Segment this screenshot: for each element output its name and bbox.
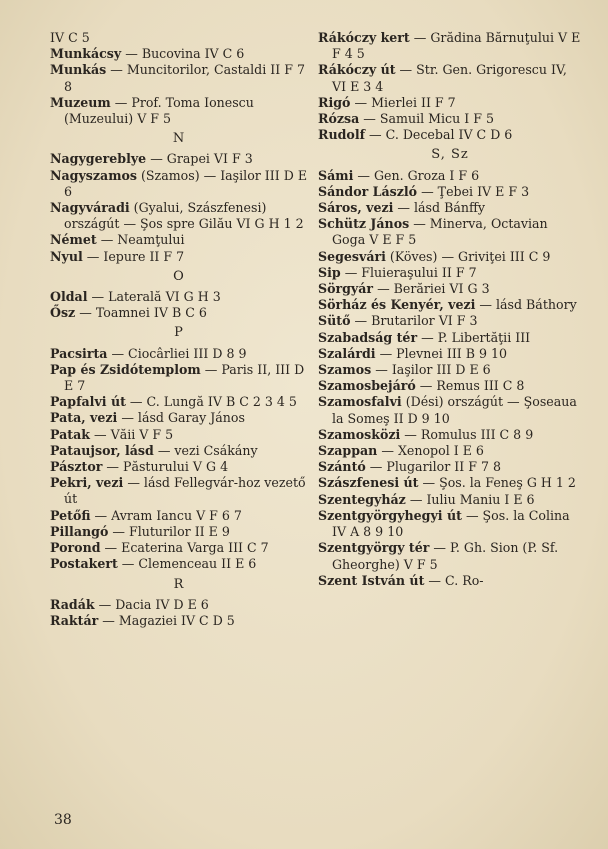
street-name-hungarian: Raktár (50, 612, 99, 628)
street-name-romanian-and-grid: — Toamnei IV B C 6 (75, 305, 207, 321)
street-name-romanian-and-grid: — Brutarilor VI F 3 (350, 313, 478, 329)
street-name-romanian-and-grid: — Ţebei IV E F 3 (417, 183, 530, 199)
street-entry (50, 362, 308, 394)
section-letter: N (172, 131, 186, 147)
street-entry (50, 597, 308, 613)
street-entry (50, 524, 308, 540)
street-name-romanian-and-grid: — P. Gh. Sion (P. Sf. Gheorghe) V F 5 (332, 540, 559, 572)
section-letter: S, Sz (431, 147, 469, 163)
street-entry (50, 556, 308, 572)
street-entry (318, 297, 582, 313)
street-entry (318, 346, 582, 362)
street-name-romanian-and-grid: (Gyalui, Szászfenesi) országút — Şos spre Gilău VI G H 1 2 (64, 200, 304, 232)
street-name-romanian-and-grid: — lásd Bánffy (393, 200, 486, 216)
street-name-hungarian: Szamosfalvi (318, 394, 402, 410)
street-name-hungarian: Szent István út (318, 572, 425, 588)
street-entry (318, 330, 582, 346)
street-name-romanian-and-grid: — Minerva, Octavian Goga V E F 5 (332, 216, 548, 248)
street-name-hungarian: Rózsa (318, 111, 360, 127)
street-name-romanian-and-grid: — Plevnei III B 9 10 (375, 345, 508, 361)
street-name-hungarian: Sándor László (318, 183, 418, 199)
street-name-hungarian: Szamosközi (318, 426, 401, 442)
street-name-hungarian: Papfalvi út (50, 394, 126, 410)
street-name-romanian-and-grid: — Fluieraşului II F 7 (340, 264, 477, 280)
street-name-romanian-and-grid: — Paris II, III D E 7 (64, 361, 305, 394)
street-name-hungarian: Radák (50, 596, 95, 612)
street-name-romanian-and-grid: — Fluturilor II E 9 (108, 523, 230, 539)
street-name-romanian-and-grid: (Szamos) — Iaşilor III D E 6 (64, 167, 308, 199)
street-entry (318, 313, 582, 329)
street-name-hungarian: Szamos (318, 362, 372, 378)
street-name-romanian-and-grid: — C. Ro- (424, 572, 484, 588)
street-entry (318, 475, 582, 491)
street-name-hungarian: Rudolf (318, 127, 366, 143)
street-entry (50, 459, 308, 475)
street-name-romanian-and-grid: — Mierlei II F 7 (350, 94, 456, 110)
street-name-hungarian: Sáros, vezi (318, 200, 394, 216)
street-name-hungarian: Nagygereblye (50, 151, 147, 167)
street-entry (318, 62, 582, 94)
street-name-romanian-and-grid: — Plugarilor II F 7 8 (365, 459, 501, 475)
street-entry (50, 46, 308, 62)
street-name-romanian-and-grid: — Samuil Micu I F 5 (359, 111, 494, 127)
section-letter: P (174, 325, 184, 341)
street-name-romanian-and-grid: — Ciocârliei III D 8 9 (107, 345, 247, 361)
street-entry (318, 378, 582, 394)
street-entry (318, 249, 582, 265)
street-entry (318, 508, 582, 540)
street-entry (50, 394, 308, 410)
street-name-romanian-and-grid: — vezi Csákány (153, 442, 258, 458)
street-name-romanian-and-grid: — Păsturului V G 4 (102, 459, 229, 475)
street-entry (318, 30, 582, 62)
street-name-hungarian: Munkácsy (50, 46, 122, 62)
street-name-hungarian: Pap és Zsidótemplom (50, 361, 201, 377)
street-name-hungarian: Rigó (318, 94, 351, 110)
street-name-hungarian: Pillangó (50, 523, 109, 539)
street-name-hungarian: Segesvári (318, 248, 386, 264)
street-name-romanian-and-grid: — Avram Iancu V F 6 7 (90, 507, 242, 523)
street-entry (318, 281, 582, 297)
street-entry (318, 95, 582, 111)
street-name-hungarian: Pacsirta (50, 345, 108, 361)
street-entry (318, 540, 582, 572)
street-name-romanian-and-grid: — Str. Gen. Grigorescu IV, VI E 3 4 (332, 62, 567, 94)
street-entry (50, 427, 308, 443)
street-name-romanian-and-grid: — Remus III C 8 (415, 378, 525, 394)
street-entry (50, 613, 308, 629)
street-name-hungarian: Postakert (50, 556, 118, 572)
section-letter: O (173, 268, 185, 284)
street-name-hungarian: Sütő (318, 313, 351, 329)
street-entry (318, 492, 582, 508)
street-entry (318, 184, 582, 200)
street-name-romanian-and-grid: — Bucovina IV C 6 (121, 46, 245, 62)
street-name-hungarian: Muzeum (50, 94, 111, 110)
street-name-hungarian: Ősz (50, 305, 76, 321)
street-name-romanian-and-grid: — Laterală VI G H 3 (87, 289, 221, 305)
street-name-hungarian: Sámi (318, 167, 354, 183)
street-entry (318, 362, 582, 378)
street-entry (50, 232, 308, 248)
street-name-hungarian: Szabadság tér (318, 329, 418, 345)
street-name-hungarian: Szászfenesi út (318, 475, 419, 491)
street-name-hungarian: Szamosbejáró (318, 378, 416, 394)
street-name-hungarian: Szappan (318, 443, 378, 459)
street-name-hungarian: Rákóczy kert (318, 30, 410, 45)
street-name-romanian-and-grid: — Prof. Toma Ionescu (Muzeului) V F 5 (64, 94, 254, 127)
street-entry (50, 95, 308, 127)
street-entry (50, 305, 308, 321)
street-entry (50, 30, 308, 46)
street-entry (318, 127, 582, 143)
street-name-romanian-and-grid: — Clemenceau II E 6 (117, 556, 257, 572)
street-name-hungarian: Patak (50, 426, 90, 442)
street-name-hungarian: Pásztor (50, 459, 103, 475)
street-name-romanian-and-grid: — P. Libertăţii III (417, 329, 531, 345)
street-name-romanian-and-grid: — lásd Fellegvár-hoz vezető út (64, 475, 306, 507)
street-name-hungarian: Nagyváradi (50, 200, 130, 216)
street-entry (318, 459, 582, 475)
street-name-hungarian: Porond (50, 540, 101, 556)
street-entry (50, 200, 308, 232)
street-entry (50, 62, 308, 94)
street-entry (50, 249, 308, 265)
street-name-romanian-and-grid: — Ecaterina Varga III C 7 (100, 540, 269, 556)
street-entry (50, 168, 308, 200)
street-name-romanian-and-grid: — Berăriei VI G 3 (373, 281, 490, 297)
street-name-romanian-and-grid: — Grapei VI F 3 (146, 151, 253, 167)
street-name-hungarian: Nyul (50, 248, 83, 264)
street-name-romanian-and-grid: — Şos. la Colina IV A 8 9 10 (332, 507, 570, 540)
street-name-hungarian: Szentegyház (318, 491, 406, 507)
street-entry (318, 265, 582, 281)
street-name-hungarian: Schütz János (318, 216, 410, 232)
street-entry (318, 443, 582, 459)
street-entry (318, 200, 582, 216)
street-name-romanian-and-grid: — Muncitorilor, Castaldi II F 7 8 (64, 62, 305, 94)
street-entry (50, 508, 308, 524)
street-name-romanian-and-grid: IV C 5 (50, 30, 90, 45)
street-name-romanian-and-grid: — Gen. Groza I F 6 (353, 167, 480, 183)
street-name-hungarian: Pataujsor, lásd (50, 442, 154, 458)
street-name-romanian-and-grid: (Köves) — Griviţei III C 9 (385, 248, 551, 264)
street-entry (318, 168, 582, 184)
street-name-hungarian: Nagyszamos (50, 167, 138, 183)
street-entry (318, 394, 582, 426)
street-name-romanian-and-grid: (Dési) országút — Şoseaua la Someş II D 9 10 (332, 394, 577, 426)
street-entry (50, 289, 308, 305)
street-name-hungarian: Petőfi (50, 507, 91, 523)
street-name-hungarian: Sip (318, 264, 341, 280)
street-name-hungarian: Szentgyörgyhegyi út (318, 507, 462, 523)
street-name-hungarian: Rákóczy út (318, 62, 396, 78)
street-name-romanian-and-grid: — C. Decebal IV C D 6 (365, 127, 513, 143)
street-entry (318, 216, 582, 248)
section-letter: R (173, 576, 185, 592)
left-column (50, 30, 308, 629)
street-entry (50, 475, 308, 507)
street-name-romanian-and-grid: — Xenopol I E 6 (377, 443, 484, 459)
street-name-romanian-and-grid: — lásd Báthory (475, 297, 577, 313)
street-name-romanian-and-grid: — Neamţului (96, 232, 185, 248)
street-name-romanian-and-grid: — Romulus III C 8 9 (400, 426, 534, 442)
street-name-hungarian: Szalárdi (318, 345, 376, 361)
street-name-hungarian: Szántó (318, 459, 366, 475)
street-entry (50, 443, 308, 459)
street-name-romanian-and-grid: — Văii V F 5 (90, 426, 174, 442)
street-entry (50, 151, 308, 167)
street-name-romanian-and-grid: — Iuliu Maniu I E 6 (405, 491, 535, 507)
street-name-romanian-and-grid: — C. Lungă IV B C 2 3 4 5 (125, 394, 297, 410)
street-name-hungarian: Munkás (50, 62, 107, 78)
page-number: 38 (54, 812, 72, 828)
street-entry (318, 427, 582, 443)
right-column (318, 30, 582, 589)
street-name-hungarian: Pata, vezi (50, 410, 118, 426)
street-entry (318, 573, 582, 589)
street-name-romanian-and-grid: — Iaşilor III D E 6 (371, 362, 491, 378)
street-name-hungarian: Pekri, vezi (50, 475, 124, 491)
street-name-hungarian: Sörház és Kenyér, vezi (318, 297, 476, 313)
street-name-romanian-and-grid: — lásd Garay János (117, 410, 245, 426)
street-name-romanian-and-grid: — Magaziei IV C D 5 (98, 612, 235, 628)
street-name-romanian-and-grid: — Şos. la Feneş G H 1 2 (418, 475, 576, 491)
street-entry (318, 111, 582, 127)
street-name-hungarian: Szentgyörgy tér (318, 540, 430, 556)
street-name-hungarian: Sörgyár (318, 281, 374, 297)
street-entry (50, 410, 308, 426)
street-name-romanian-and-grid: — Grădina Bărnuţului V E F 4 5 (332, 30, 581, 62)
street-name-romanian-and-grid: — Dacia IV D E 6 (94, 596, 209, 612)
street-name-romanian-and-grid: — Iepure II F 7 (82, 248, 185, 264)
street-entry (50, 346, 308, 362)
street-entry (50, 540, 308, 556)
street-name-hungarian: Német (50, 232, 97, 248)
street-name-hungarian: Oldal (50, 289, 88, 305)
